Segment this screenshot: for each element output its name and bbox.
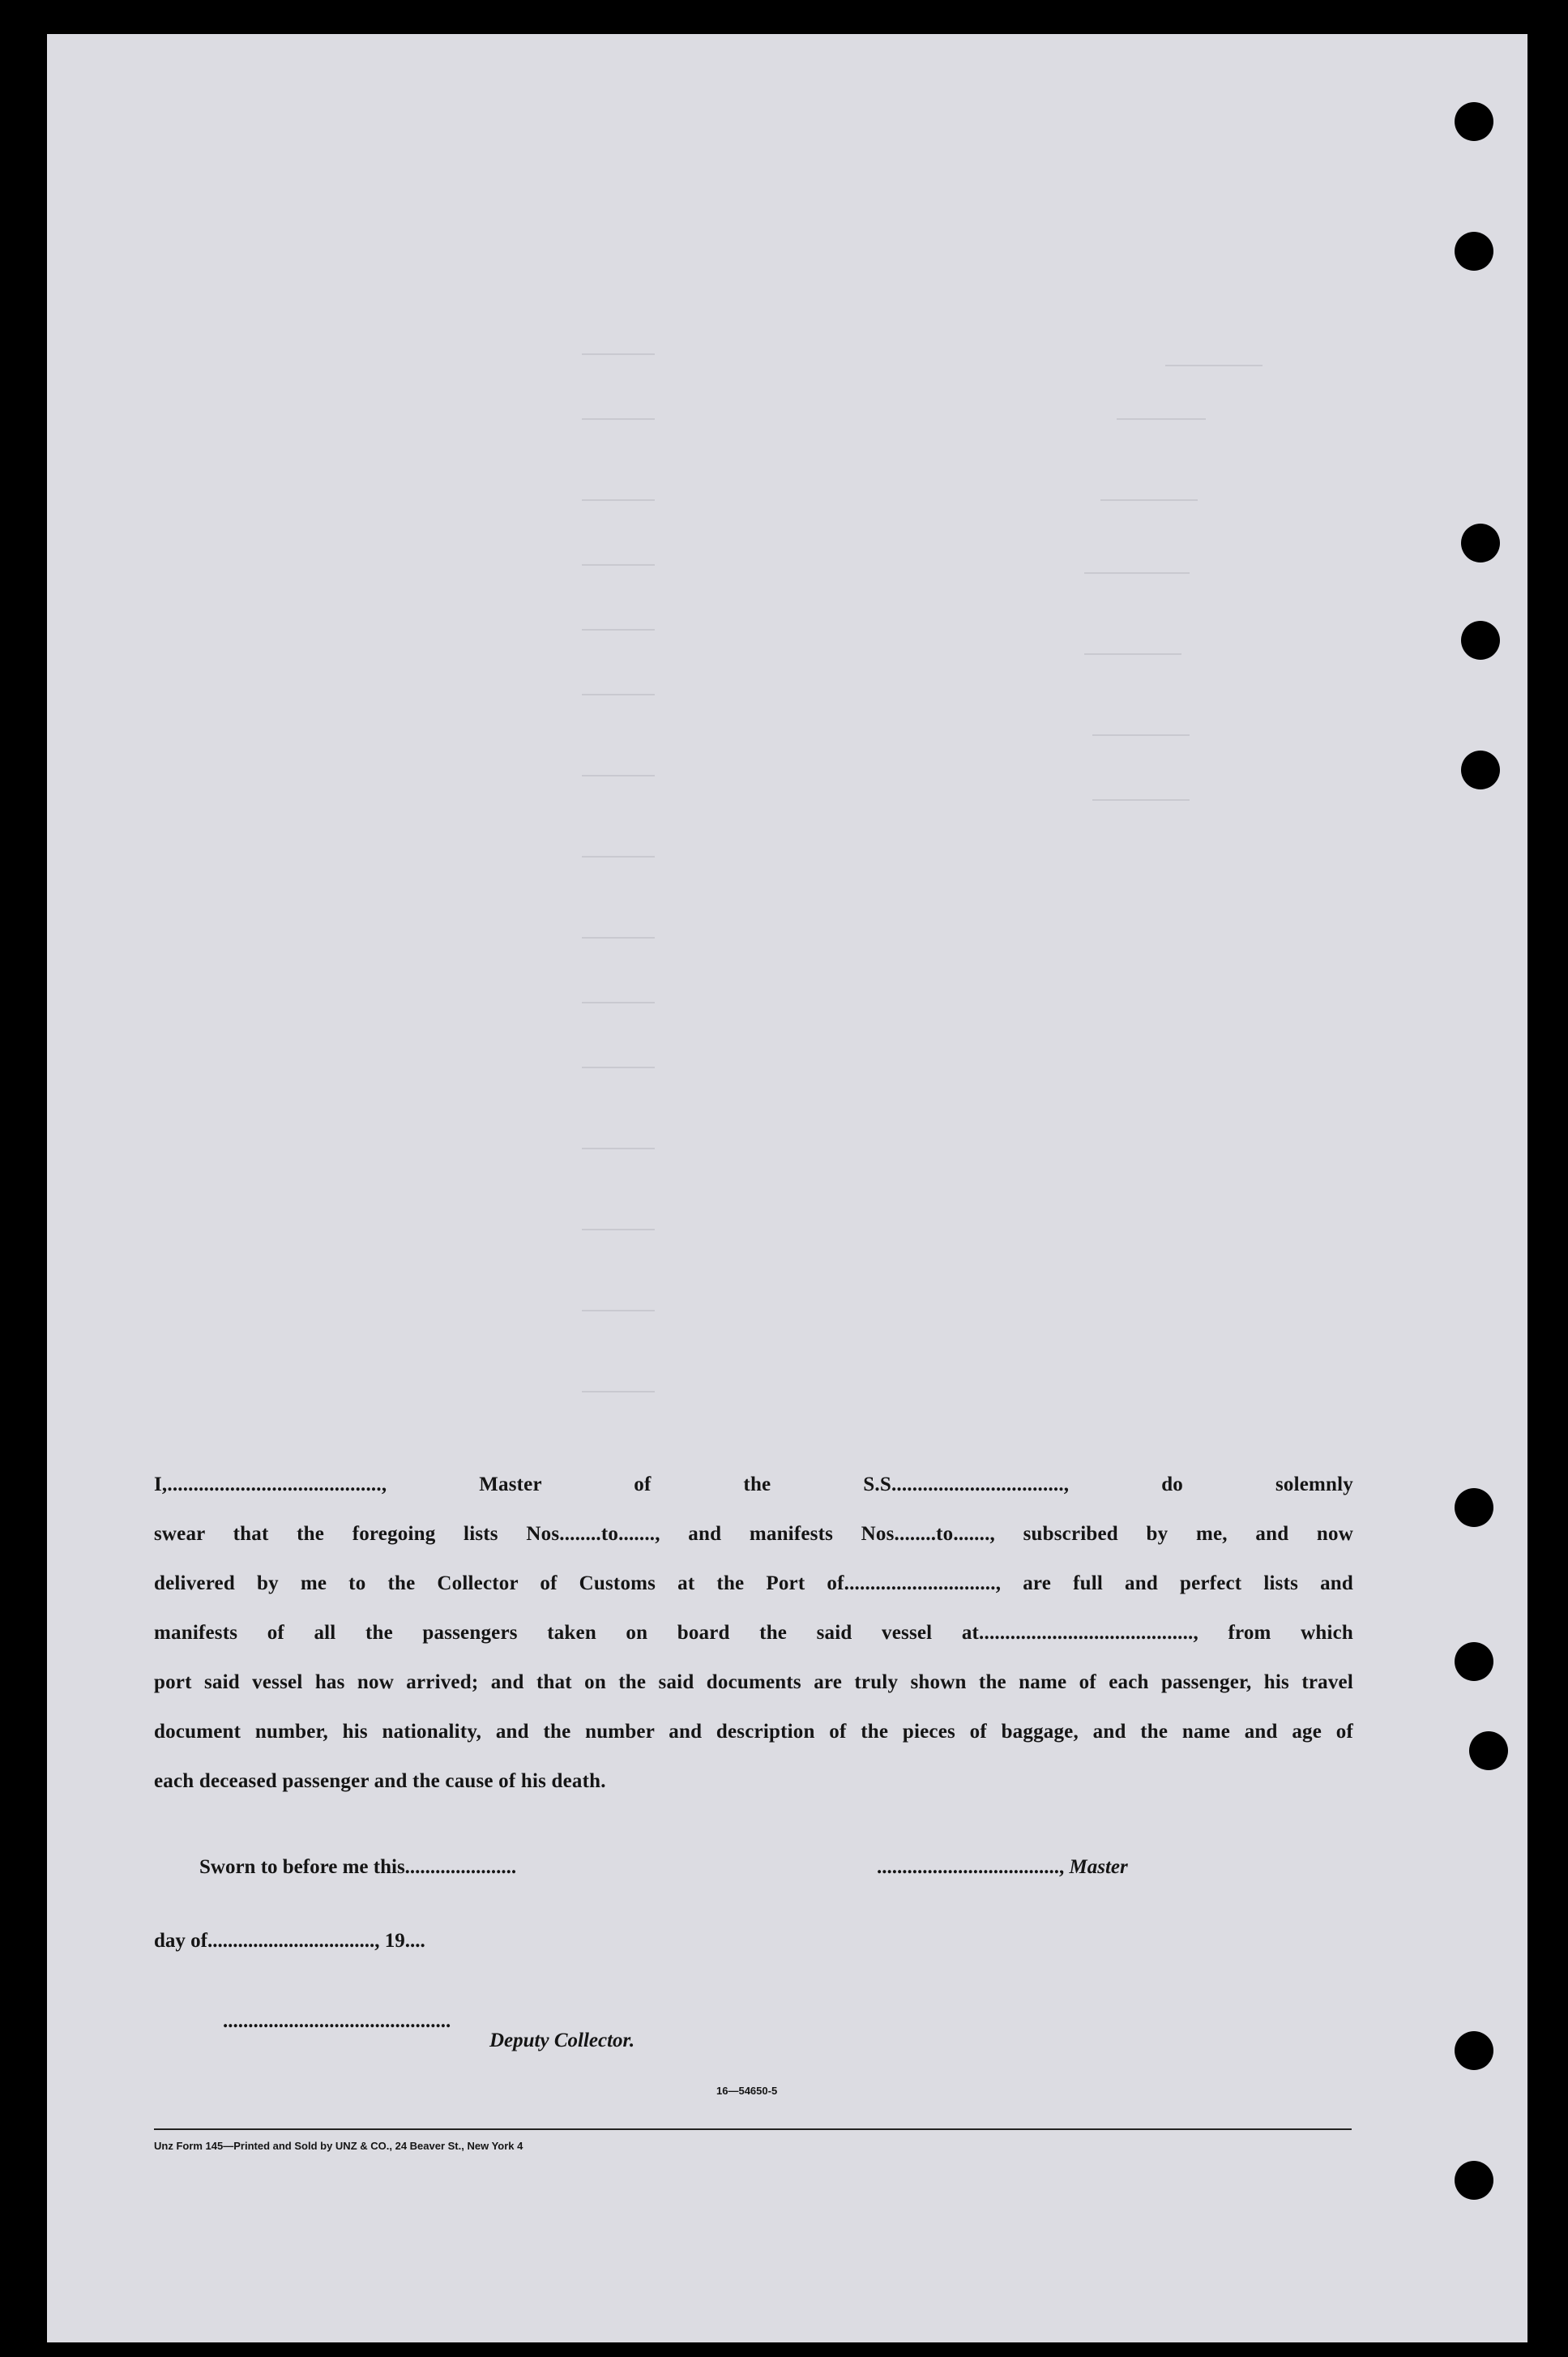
punch-hole bbox=[1455, 2031, 1493, 2070]
punch-hole bbox=[1461, 524, 1500, 563]
oath-line-5: port said vessel has now arrived; and that on the said documents are truly shown the name of each passenger, his travel bbox=[154, 1671, 1353, 1693]
punch-hole bbox=[1455, 1488, 1493, 1527]
punch-hole bbox=[1455, 232, 1493, 271]
oath-line-3: delivered by me to the Collector of Customs at the Port of............................., are full and perfect lists and bbox=[154, 1572, 1353, 1594]
punch-hole bbox=[1461, 621, 1500, 660]
punch-hole bbox=[1455, 2161, 1493, 2200]
oath-line-7: each deceased passenger and the cause of his death. bbox=[154, 1770, 606, 1792]
bleed-through-background bbox=[47, 34, 1527, 2342]
punch-hole bbox=[1469, 1731, 1508, 1770]
day-of-line: day of................................., 19.... bbox=[154, 1930, 425, 1952]
punch-hole bbox=[1461, 751, 1500, 789]
punch-hole bbox=[1455, 1642, 1493, 1681]
punch-hole bbox=[1455, 102, 1493, 141]
oath-line-4: manifests of all the passengers taken on board the said vessel at........................................., from which bbox=[154, 1622, 1353, 1644]
deputy-collector-label: Deputy Collector. bbox=[489, 2030, 635, 2051]
master-signature-line bbox=[877, 1856, 1128, 1879]
sworn-before-line: Sworn to before me this...................... bbox=[199, 1856, 517, 1878]
master-dots: ...................................., bbox=[877, 1856, 1070, 1878]
oath-line-1: I,........................................., Master of the S.S................................., do solemnly bbox=[154, 1474, 1353, 1495]
footer-rule bbox=[154, 2128, 1352, 2130]
oath-paragraph bbox=[154, 1474, 1353, 1814]
document-page bbox=[47, 34, 1527, 2342]
oath-line-2: swear that the foregoing lists Nos........to......., and manifests Nos........to......., subscribed by me, and now bbox=[154, 1523, 1353, 1545]
deputy-dots: ............................................. bbox=[223, 2010, 451, 2032]
master-label: Master bbox=[1069, 1856, 1128, 1878]
form-code: 16—54650-5 bbox=[716, 2085, 778, 2097]
oath-line-6: document number, his nationality, and the number and description of the pieces of baggage, and the name and age of bbox=[154, 1721, 1353, 1743]
printer-credit: Unz Form 145—Printed and Sold by UNZ & CO., 24 Beaver St., New York 4 bbox=[154, 2140, 523, 2152]
